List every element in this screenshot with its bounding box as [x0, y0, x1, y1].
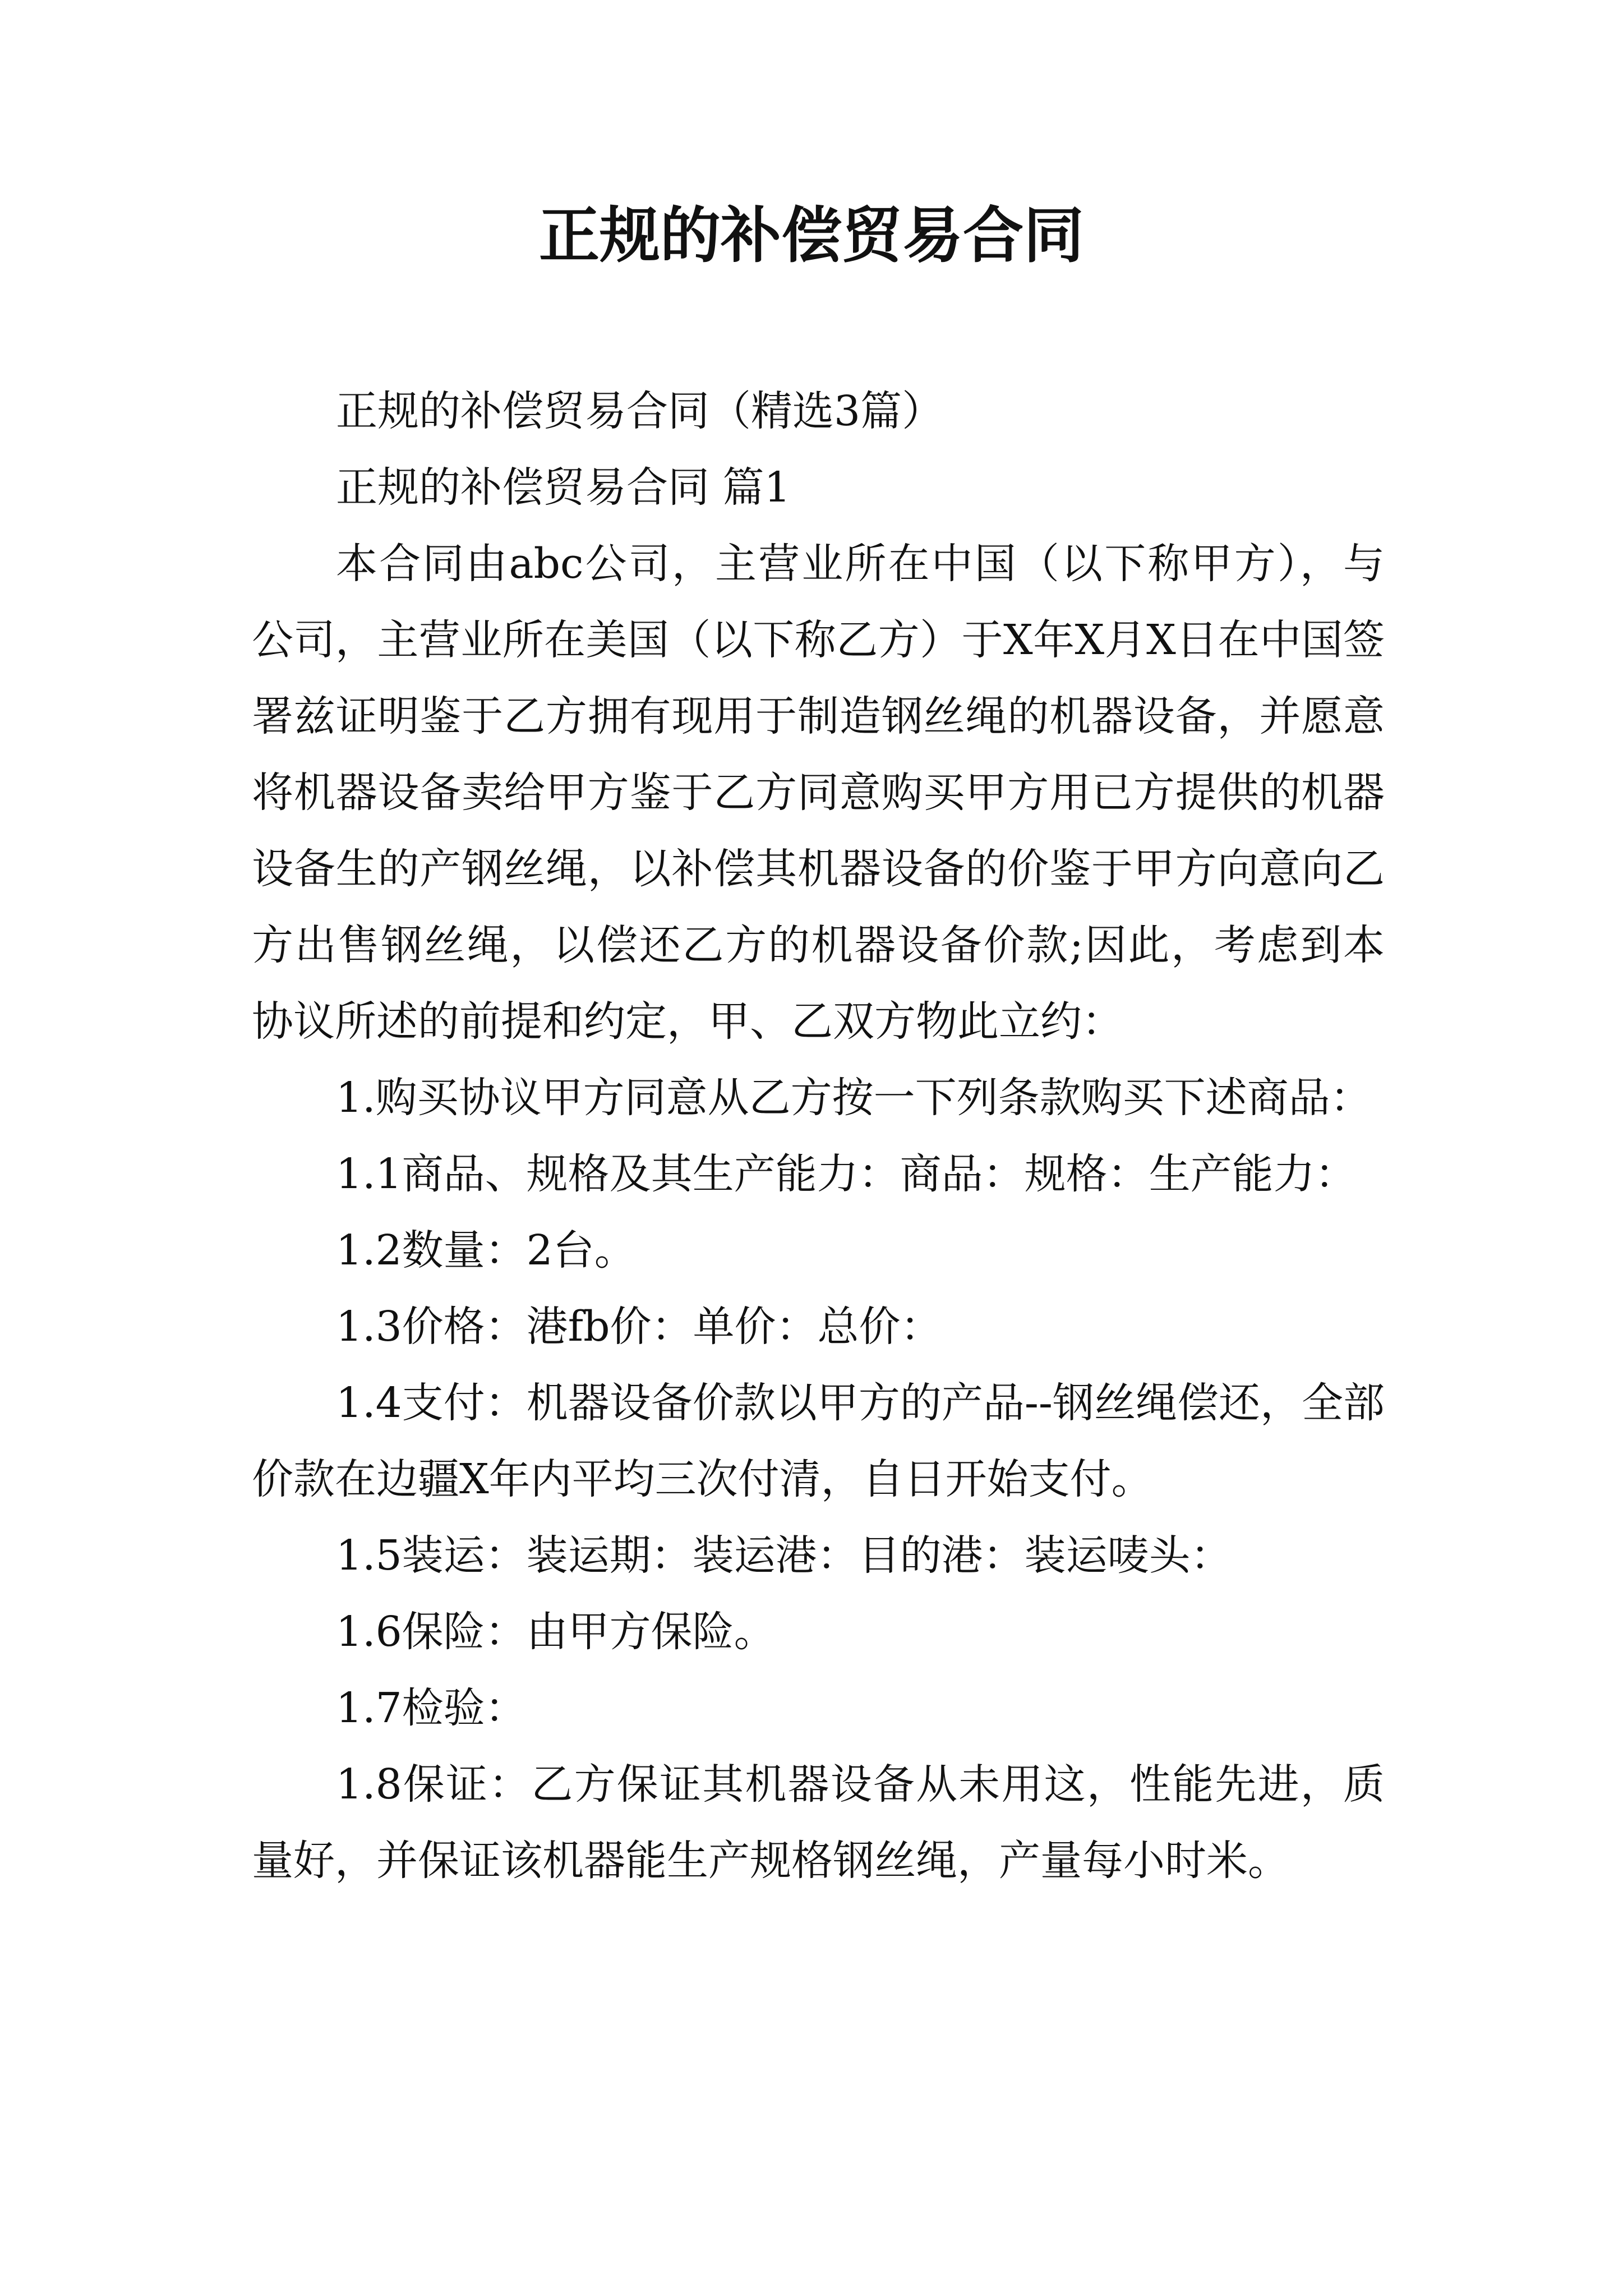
paragraph-clause-1-8: 1.8保证：乙方保证其机器设备从未用这，性能先进，质量好，并保证该机器能生产规格钢丝绳，产量每小时米。	[252, 1760, 1385, 1885]
paragraph-section-heading: 正规的补偿贸易合同 篇1	[336, 463, 791, 512]
paragraph-preamble: 本合同由abc公司，主营业所在中国（以下称甲方），与公司，主营业所在美国（以下称乙方）于X年X月X日在中国签署兹证明鉴于乙方拥有现用于制造钢丝绳的机器设备，并愿意将机器设备卖给甲方鉴于乙方同意购买甲方用已方提供的机器设备生的产钢丝绳，以补偿其机器设备的价鉴于甲方向意向乙方出售钢丝绳，以偿还乙方的机器设备价款;因此，考虑到本协议所述的前提和约定，甲、乙双方物此立约：	[252, 540, 1385, 1046]
paragraph-clause-1-5: 1.5装运：装运期：装运港：目的港：装运唛头：	[336, 1531, 1232, 1580]
paragraph-clause-1-3: 1.3价格：港fb价：单价：总价：	[336, 1303, 942, 1351]
document-body	[252, 373, 1385, 1899]
paragraph-clause-1: 1.购买协议甲方同意从乙方按一下列条款购买下述商品：	[336, 1074, 1372, 1122]
paragraph-clause-1-4: 1.4支付：机器设备价款以甲方的产品--钢丝绳偿还，全部价款在边疆X年内平均三次付清，自日开始支付。	[252, 1379, 1385, 1503]
paragraph-clause-1-7: 1.7检验：	[336, 1684, 527, 1732]
paragraph-clause-1-2: 1.2数量：2台。	[336, 1226, 636, 1274]
paragraph-clause-1-6: 1.6保险：由甲方保险。	[336, 1608, 776, 1656]
paragraph-clause-1-1: 1.1商品、规格及其生产能力：商品：规格：生产能力：	[336, 1150, 1357, 1198]
paragraph-collection-title: 正规的补偿贸易合同（精选3篇）	[336, 387, 944, 435]
document-title: 正规的补偿贸易合同	[538, 200, 1084, 271]
